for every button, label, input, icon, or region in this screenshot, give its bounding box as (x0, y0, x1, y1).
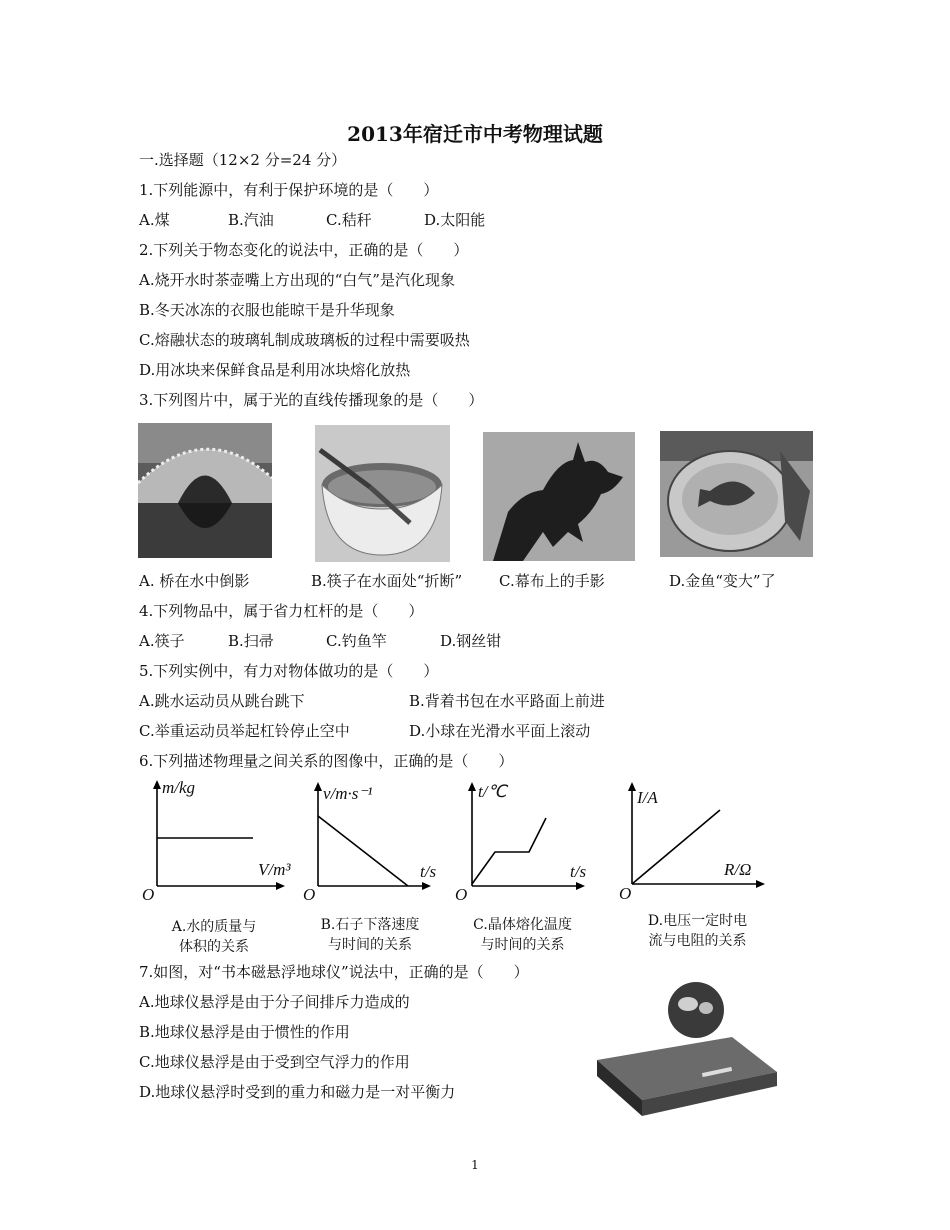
graph-d-origin: O (619, 884, 632, 903)
q7-option-a: A.地球仪悬浮是由于分子间排斥力造成的 (139, 993, 410, 1011)
graph-d-current-resistance (610, 780, 770, 905)
graph-c-origin: O (455, 885, 468, 904)
q7-option-c: C.地球仪悬浮是由于受到空气浮力的作用 (139, 1053, 410, 1071)
graph-c-caption-line1: C.晶体熔化温度 (473, 917, 572, 933)
q5-option-a: A.跳水运动员从跳台跳下 (139, 692, 305, 710)
graph-c-temperature-time (450, 780, 600, 905)
graph-d-x-label: R/Ω (724, 860, 752, 879)
q1-option-a: A.煤 (139, 211, 170, 229)
q1-option-c: C.秸秆 (326, 211, 372, 229)
q2-option-c: C.熔融状态的玻璃轧制成玻璃板的过程中需要吸热 (139, 331, 470, 349)
graph-b-caption-line2: 与时间的关系 (328, 937, 412, 953)
graph-a-mass-volume (135, 780, 285, 905)
graph-c-x-label: t/s (570, 862, 587, 881)
q3-option-a: A. 桥在水中倒影 (139, 572, 250, 590)
q5-option-b: B.背着书包在水平路面上前进 (409, 692, 605, 710)
question-6-stem: 6.下列描述物理量之间关系的图像中，正确的是（ ） (139, 752, 514, 770)
chopstick-bowl-photo (315, 425, 450, 562)
bridge-reflection-photo (138, 423, 272, 558)
q4-option-c: C.钓鱼竿 (326, 632, 387, 650)
graph-a-origin: O (142, 885, 155, 904)
graph-c-caption-line2: 与时间的关系 (480, 937, 565, 953)
page-number: 1 (471, 1158, 479, 1172)
page-title: 2013年宿迁市中考物理试题 (347, 122, 603, 146)
hand-shadow-photo (483, 432, 635, 561)
section-heading: 一.选择题（12×2 分=24 分） (139, 151, 347, 169)
q4-option-b: B.扫帚 (228, 632, 274, 650)
graph-d-y-label: I/A (637, 788, 658, 807)
question-3-stem: 3.下列图片中，属于光的直线传播现象的是（ ） (139, 391, 484, 409)
q2-option-b: B.冬天冰冻的衣服也能晾干是升华现象 (139, 301, 395, 319)
q3-option-b: B.筷子在水面处“折断” (311, 572, 463, 590)
graph-a-caption-line2: 体积的关系 (179, 939, 249, 955)
graph-a-y-label: m/kg (162, 778, 196, 797)
graph-a-x-label: V/m³ (258, 860, 291, 879)
q4-option-a: A.筷子 (139, 632, 185, 650)
q5-option-c: C.举重运动员举起杠铃停止空中 (139, 722, 350, 740)
graph-c-y-label: t/℃ (478, 782, 507, 801)
graph-b-y-label: v/m·s⁻¹ (323, 784, 373, 803)
q2-option-d: D.用冰块来保鲜食品是利用冰块熔化放热 (139, 361, 411, 379)
q1-option-d: D.太阳能 (424, 211, 486, 229)
q3-option-c: C.幕布上的手影 (499, 572, 605, 590)
graph-a-caption-line1: A.水的质量与 (171, 919, 257, 935)
levitating-globe-book-photo (592, 982, 780, 1120)
graph-b-caption-line1: B.石子下落速度 (320, 917, 420, 933)
graph-d-caption-line1: D.电压一定时电 (647, 913, 748, 929)
graph-d-caption-line2: 流与电阻的关系 (648, 933, 747, 949)
graph-b-origin: O (303, 885, 316, 904)
q3-option-d: D.金鱼“变大”了 (669, 572, 776, 590)
graph-b-x-label: t/s (420, 862, 437, 881)
q2-option-a: A.烧开水时茶壶嘴上方出现的“白气”是汽化现象 (139, 271, 455, 289)
question-2-stem: 2.下列关于物态变化的说法中，正确的是（ ） (139, 241, 469, 259)
question-5-stem: 5.下列实例中，有力对物体做功的是（ ） (139, 662, 439, 680)
q7-option-b: B.地球仪悬浮是由于惯性的作用 (139, 1023, 350, 1041)
question-4-stem: 4.下列物品中，属于省力杠杆的是（ ） (139, 602, 424, 620)
question-1-stem: 1.下列能源中，有利于保护环境的是（ ） (139, 181, 439, 199)
question-7-stem: 7.如图，对“书本磁悬浮地球仪”说法中，正确的是（ ） (139, 963, 529, 981)
q4-option-d: D.钢丝钳 (440, 632, 502, 650)
q1-option-b: B.汽油 (228, 211, 274, 229)
q7-option-d: D.地球仪悬浮时受到的重力和磁力是一对平衡力 (139, 1083, 456, 1101)
q5-option-d: D.小球在光滑水平面上滚动 (409, 722, 591, 740)
goldfish-bowl-photo (660, 431, 813, 557)
